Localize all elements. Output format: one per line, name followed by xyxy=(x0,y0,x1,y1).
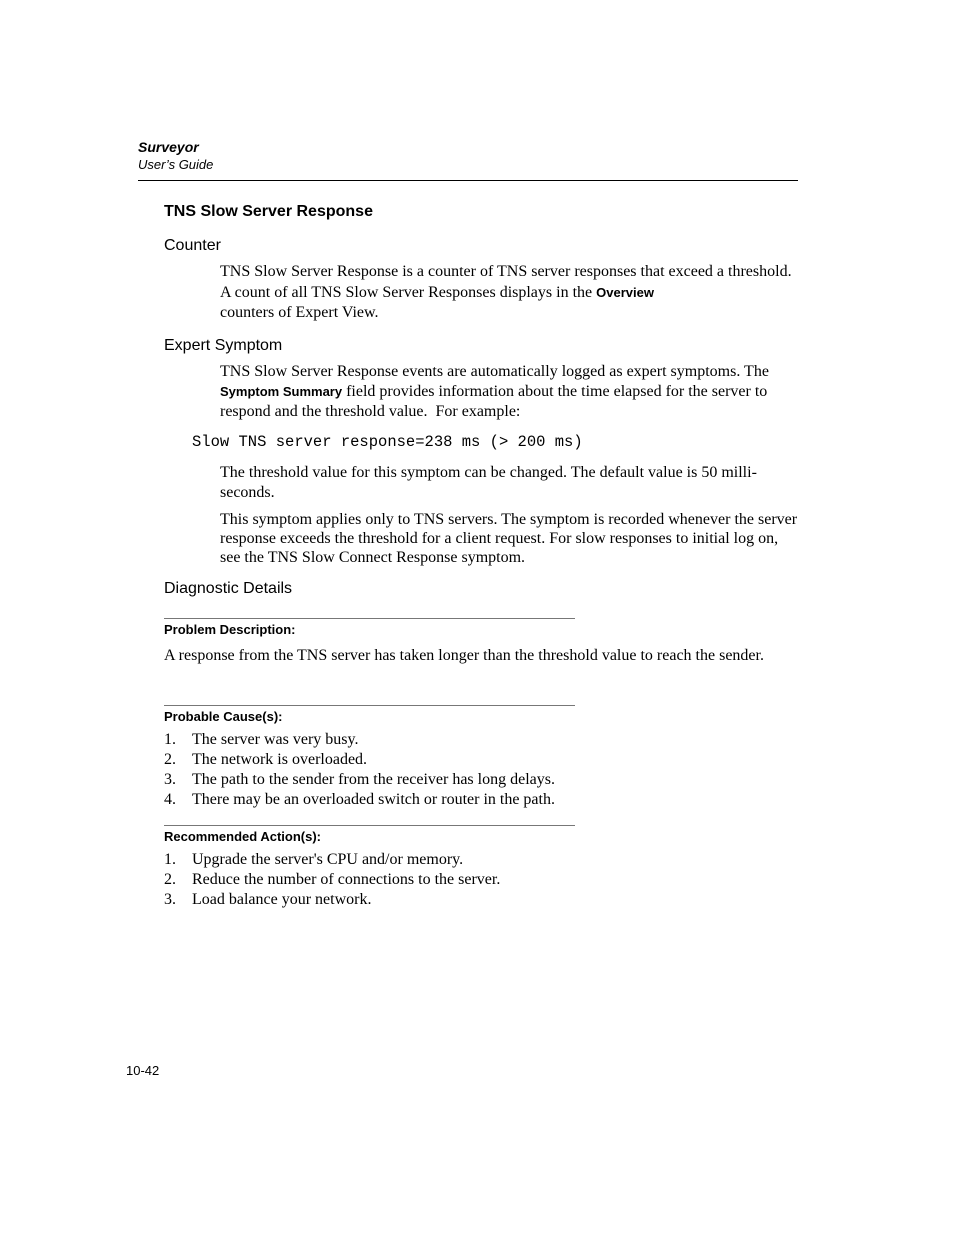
recommended-actions-label: Recommended Action(s): xyxy=(164,829,321,844)
probable-causes-list xyxy=(164,730,804,810)
list-item-number: 3. xyxy=(164,891,176,908)
problem-description-text: A response from the TNS server has taken longer than the threshold value to reach the sender. xyxy=(164,647,764,664)
list-item-text: Upgrade the server's CPU and/or memory. xyxy=(192,851,464,868)
symptom-summary-term: Symptom Summary xyxy=(220,384,343,399)
list-item-number: 2. xyxy=(164,871,176,888)
list-item xyxy=(164,790,804,810)
actions-rule xyxy=(164,825,575,826)
list-item xyxy=(164,730,804,750)
list-item-number: 2. xyxy=(164,751,176,768)
code-example: Slow TNS server response=238 ms (> 200 ms) xyxy=(192,433,583,451)
list-item-number: 4. xyxy=(164,791,176,808)
list-item-text: The path to the sender from the receiver has long delays. xyxy=(192,771,555,788)
list-item-number: 1. xyxy=(164,731,176,748)
recommended-actions-list xyxy=(164,850,804,910)
list-item-number: 3. xyxy=(164,771,176,788)
overview-term: Overview xyxy=(596,284,654,300)
threshold-paragraph: The threshold value for this symptom can be changed. The default value is 50 milli-seconds. xyxy=(220,464,757,501)
page-number: 10-42 xyxy=(126,1063,160,1078)
expert-symptom-heading: Expert Symptom xyxy=(164,337,283,354)
section-title: TNS Slow Server Response xyxy=(164,203,373,220)
list-item xyxy=(164,870,804,890)
problem-description-label: Problem Description: xyxy=(164,622,296,637)
counter-text-2: counters of Expert View. xyxy=(220,304,379,321)
header-rule xyxy=(138,180,798,181)
problem-rule xyxy=(164,618,575,619)
list-item-text: Load balance your network. xyxy=(192,891,372,908)
running-header-subtitle: User’s Guide xyxy=(138,157,214,172)
counter-paragraph xyxy=(220,262,800,324)
running-header-title: Surveyor xyxy=(138,139,199,155)
probable-causes-label: Probable Cause(s): xyxy=(164,709,283,724)
list-item-text: There may be an overloaded switch or router in the path. xyxy=(192,791,555,808)
causes-rule xyxy=(164,705,575,706)
list-item xyxy=(164,890,804,910)
list-item-number: 1. xyxy=(164,851,176,868)
list-item-text: The server was very busy. xyxy=(192,731,359,748)
diagnostic-details-heading: Diagnostic Details xyxy=(164,580,293,597)
list-item xyxy=(164,770,804,790)
symptom-scope-paragraph: This symptom applies only to TNS servers. The symptom is recorded whenever the server response exceeds the threshold for a client request. For slow responses to initial log on, see the TNS Slow Connect Response symptom. xyxy=(220,511,798,566)
list-item-text: The network is overloaded. xyxy=(192,751,368,768)
counter-text-1: TNS Slow Server Response is a counter of TNS server responses that exceed a threshold. A count of all TNS Slow Server Responses displays in the xyxy=(220,263,792,301)
expert-symptom-text-2: field provides information about the time elapsed for the server to respond and the threshold value. For example: xyxy=(220,383,768,420)
expert-symptom-paragraph xyxy=(220,362,800,422)
counter-heading: Counter xyxy=(164,237,221,254)
expert-symptom-text-1: TNS Slow Server Response events are automatically logged as expert symptoms. The xyxy=(220,363,769,380)
list-item xyxy=(164,850,804,870)
list-item-text: Reduce the number of connections to the server. xyxy=(192,871,501,888)
list-item xyxy=(164,750,804,770)
